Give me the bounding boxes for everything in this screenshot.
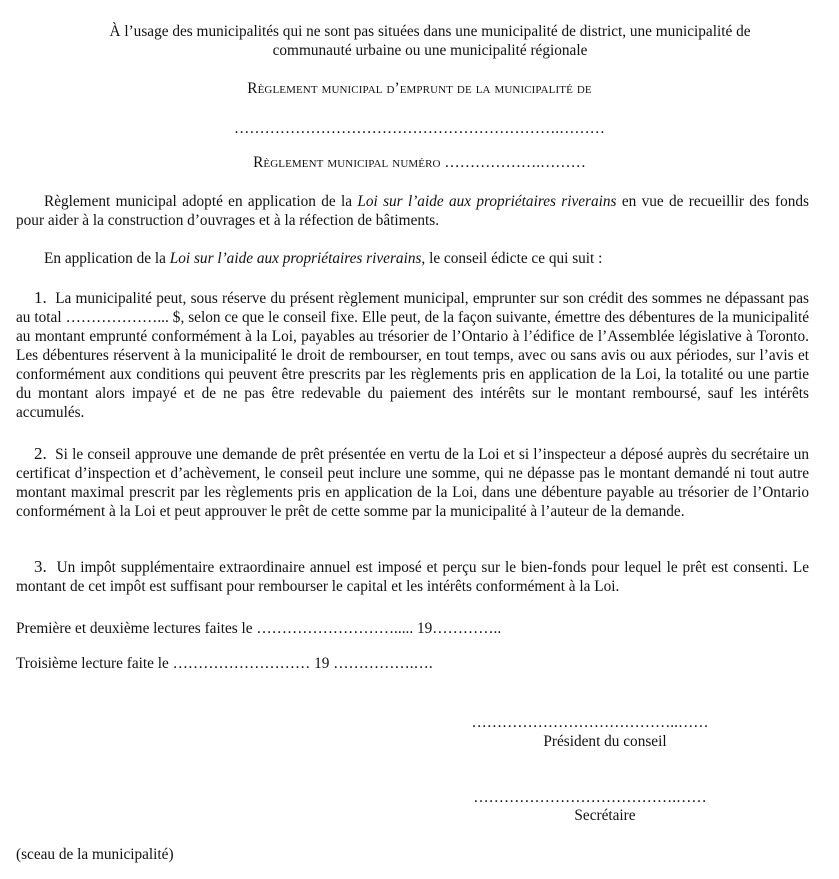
bylaw-number-line <box>0 153 839 172</box>
bylaw-number-label: Règlement municipal numéro <box>253 154 441 171</box>
third-reading-line: Troisième lecture faite le ……………………… 19 …………….…. <box>16 655 433 672</box>
amount-blank: ………………... <box>65 309 169 326</box>
usage-line-1: À l’usage des municipalités qui ne sont pas situées dans une municipalité de district, une municipalité de <box>109 23 751 40</box>
section-number: 3. <box>34 557 47 576</box>
president-signature-line: …………………………………..…… <box>471 714 709 731</box>
usage-note <box>40 22 820 60</box>
president-label: Président du conseil <box>543 733 667 750</box>
secretary-label: Secrétaire <box>574 807 636 824</box>
secretary-signature-line: ………………………………….…… <box>473 789 707 806</box>
section-2: 2. Si le conseil approuve une demande de prêt présentée en vertu de la Loi et si l’inspecteur a déposé auprès du secrétaire un certificat d’inspection et d’achèvement, le conseil peut inclure une somme, qui ne dépasse pas le montant demandé ni tout autre montant maximal prescrit par les règlements pris en application de la Loi, dans une débenture payable au trésorier de l’Ontario conformément à la Loi et peut approuver le prêt de cette somme par la municipalité à l’auteur de la demande. <box>16 444 809 520</box>
section-1: 1. La municipalité peut, sous réserve du présent règlement municipal, emprunter sur son crédit des sommes ne dépassant pas au total ………………... $, selon ce que le conseil fixe. Elle peut, de la façon suivante, émettre des débentures de la municipalité au montant emprunté conformément à la Loi, payables au trésorier de l’Ontario à l’édifice de l’Assemblée législative à Toronto. Les débentures réservent à la municipalité le droit de rembourser, en tout temps, avec ou sans avis ou aux périodes, sur l’avis et conformément aux conditions qui peuvent être prescrits par les règlements pris en application de la Loi, la totalité ou une partie du montant alors impayé et de ne pas être redevable du paiement des intérêts sur le montant remboursé, sauf les intérêts accumulés. <box>16 288 809 421</box>
section-3: 3. Un impôt supplémentaire extraordinaire annuel est imposé et perçu sur le bien-fonds pour lequel le prêt est consenti. Le montant de cet impôt est suffisant pour rembourser le capital et les intérêts conformément à la Loi. <box>16 557 809 595</box>
act-name: Loi sur l’aide aux propriétaires riverains <box>169 250 422 267</box>
municipal-seal-note: (sceau de la municipalité) <box>16 846 174 863</box>
act-name: Loi sur l’aide aux propriétaires riverains <box>357 193 617 210</box>
section-number: 2. <box>34 444 47 463</box>
bylaw-number-blank: ……………….……… <box>444 154 586 171</box>
enacting-clause: En application de la Loi sur l’aide aux propriétaires riverains, le conseil édicte ce qui suit : <box>44 250 603 267</box>
municipality-name-blank: ……………………………………………………….……… <box>234 120 605 137</box>
section-number: 1. <box>34 288 47 307</box>
first-second-reading-line: Première et deuxième lectures faites le ………………………..... 19………….. <box>16 620 502 637</box>
usage-line-2: communauté urbaine ou une municipalité régionale <box>272 42 588 59</box>
preamble-paragraph: Règlement municipal adopté en application de la Loi sur l’aide aux propriétaires riverains en vue de recueillir des fonds pour aider à la construction d’ouvrages et à la réfection de bâtiments. <box>16 193 809 229</box>
bylaw-title: Règlement municipal d’emprunt de la municipalité de <box>247 80 592 97</box>
